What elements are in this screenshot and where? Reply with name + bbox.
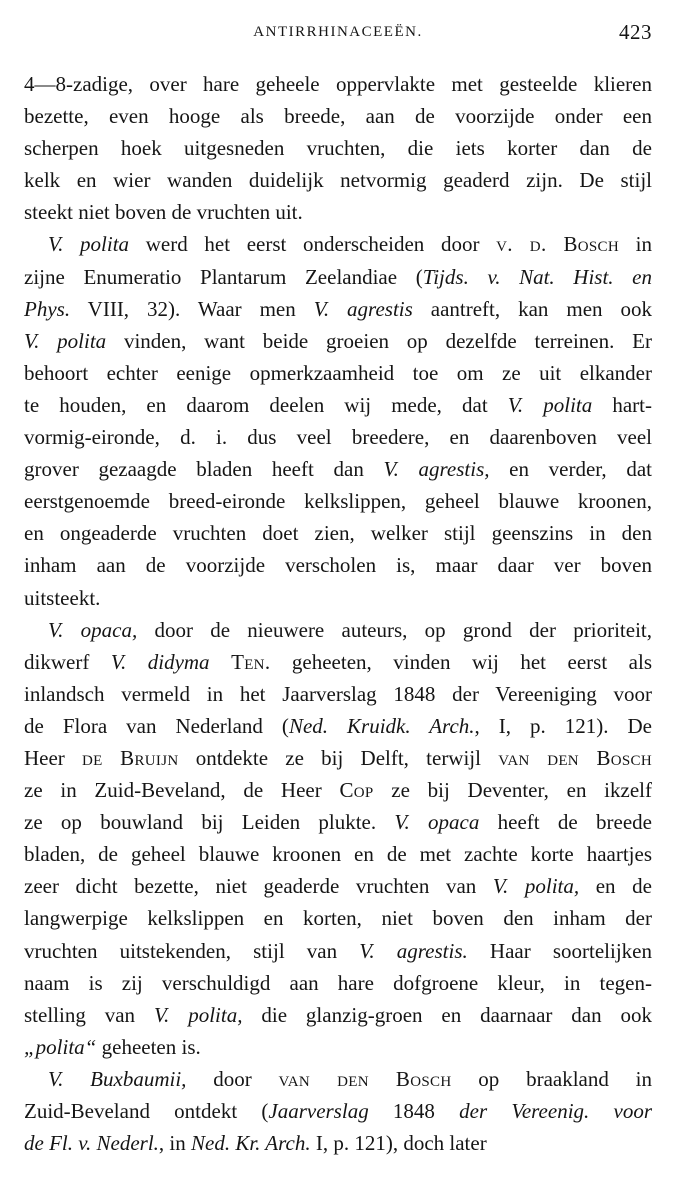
text-run: I, p. 121), doch later bbox=[310, 1131, 487, 1156]
text-run: aantreft, kan men ook bbox=[412, 296, 653, 321]
text-run: 4—8-zadige, over hare geheele oppervlakte met gesteelde klieren bbox=[24, 72, 652, 96]
text-run: langwerpige kelkslippen en korten, niet boven den inham der bbox=[24, 906, 652, 931]
text-run: die glanzig-groen en daarnaar dan ook bbox=[242, 1002, 653, 1027]
text-line bbox=[24, 421, 652, 453]
text-run: bladen, de geheel blauwe kroonen en de met zachte korte haartjes bbox=[24, 842, 652, 867]
text-line bbox=[24, 1127, 652, 1159]
italic-text: V. Buxbaumii, bbox=[48, 1066, 187, 1091]
text-run: , I, p. 121). De bbox=[474, 713, 652, 738]
text-run: zeer dicht bezette, niet geaderde vruchten van bbox=[24, 874, 493, 899]
text-run: door de nieuwere auteurs, op grond der prioriteit, bbox=[137, 617, 652, 642]
text-run: inham aan de voorzijde verscholen is, maar daar ver boven bbox=[24, 553, 652, 578]
italic-text: V. agrestis. bbox=[359, 938, 468, 963]
text-run: door bbox=[186, 1066, 279, 1091]
running-title: ANTIRRHINACEEËN. bbox=[253, 24, 423, 40]
italic-text: V. polita bbox=[507, 392, 593, 417]
italic-text: „polita“ bbox=[24, 1034, 97, 1059]
text-line bbox=[24, 453, 652, 485]
text-line bbox=[24, 1095, 652, 1127]
text-line bbox=[24, 132, 652, 164]
text-run: VIII, 32). Waar men bbox=[70, 296, 314, 321]
text-line bbox=[24, 389, 652, 421]
text-run: en ongeaderde vruchten doet zien, welker stijl geenszins in den bbox=[24, 521, 652, 546]
italic-text: V. polita, bbox=[153, 1002, 243, 1027]
text-line bbox=[24, 646, 652, 678]
italic-text: V. bbox=[48, 232, 81, 257]
paragraph bbox=[24, 614, 652, 1063]
small-caps-text: Ten. bbox=[231, 649, 271, 674]
small-caps-text: van den Bosch bbox=[498, 745, 652, 770]
text-run: hart- bbox=[592, 392, 652, 417]
text-run: naam is zij verschuldigd aan hare dofgroene kleur, in tegen- bbox=[24, 970, 652, 995]
text-line bbox=[24, 68, 652, 100]
italic-text: Tijds. v. Nat. Hist. en bbox=[422, 264, 653, 289]
text-line bbox=[24, 742, 652, 774]
text-run: ze op bouwland bij Leiden plukte. bbox=[24, 810, 395, 835]
text-line bbox=[24, 357, 652, 389]
italic-text: Phys. bbox=[24, 296, 71, 321]
text-line bbox=[24, 164, 652, 196]
text-line bbox=[24, 806, 652, 838]
text-run: Haar soortelijken bbox=[467, 938, 652, 963]
text-run: geheeten is. bbox=[96, 1034, 201, 1059]
italic-text: V. agrestis bbox=[313, 296, 413, 321]
text-run: werd het eerst onderscheiden door bbox=[129, 232, 497, 257]
text-run: grover gezaagde bladen heeft dan bbox=[24, 457, 384, 482]
text-line bbox=[24, 325, 652, 357]
text-line bbox=[24, 678, 652, 710]
text-line bbox=[24, 967, 652, 999]
page-number: 423 bbox=[619, 20, 652, 44]
italic-text: Jaarverslag bbox=[268, 1099, 369, 1123]
italic-text: der Vereenig. voor bbox=[459, 1099, 652, 1123]
text-line bbox=[24, 485, 652, 517]
text-run: vinden, want beide groeien op dezelfde terreinen. Er bbox=[106, 328, 652, 353]
text-run: ze bij Deventer, en ikzelf bbox=[373, 778, 652, 803]
italic-text: Ned. Kr. Arch. bbox=[191, 1131, 311, 1156]
text-run: en de bbox=[579, 874, 652, 899]
italic-text: Ned. Kruidk. Arch. bbox=[288, 713, 475, 738]
text-run: kelk en wier wanden duidelijk netvormig geaderd zijn. De stijl bbox=[24, 168, 652, 193]
text-run: stelling van bbox=[24, 1002, 154, 1027]
text-run: Zuid-Beveland ontdekt ( bbox=[24, 1099, 269, 1123]
text-line bbox=[24, 549, 652, 581]
text-run: zijne Enumeratio Plantarum Zeelandiae ( bbox=[24, 264, 423, 289]
text-line bbox=[24, 935, 652, 967]
text-line bbox=[24, 1063, 652, 1095]
text-run: inlandsch vermeld in het Jaarverslag 1848 der Vereeniging voor bbox=[24, 681, 652, 706]
paragraph bbox=[24, 228, 652, 613]
text-run bbox=[210, 650, 232, 674]
italic-text: de Fl. v. Nederl. bbox=[24, 1131, 159, 1156]
text-line bbox=[24, 774, 652, 806]
text-run: geheeten, vinden wij het eerst als bbox=[270, 649, 653, 674]
text-run: uitsteekt. bbox=[24, 585, 101, 610]
text-run: te houden, en daarom deelen wij mede, dat bbox=[24, 392, 508, 417]
text-run: ontdekte ze bij Delft, terwijl bbox=[178, 745, 499, 770]
text-line bbox=[24, 228, 652, 260]
text-line bbox=[24, 582, 652, 614]
text-run: steekt niet boven de vruchten uit. bbox=[24, 200, 303, 225]
italic-text: polita bbox=[80, 232, 130, 257]
small-caps-text: van den Bosch bbox=[278, 1066, 452, 1091]
text-line bbox=[24, 293, 652, 325]
text-run: scherpen hoek uitgesneden vruchten, die iets korter dan de bbox=[24, 136, 652, 161]
text-line bbox=[24, 517, 652, 549]
italic-text: V. opaca bbox=[394, 810, 480, 835]
text-line bbox=[24, 838, 652, 870]
text-line bbox=[24, 870, 652, 902]
text-line bbox=[24, 100, 652, 132]
paragraph bbox=[24, 68, 652, 228]
italic-text: V. opaca, bbox=[48, 617, 138, 642]
text-run: en verder, dat bbox=[489, 457, 652, 482]
text-run: Heer bbox=[24, 745, 83, 770]
text-run: ze in Zuid-Beveland, de Heer bbox=[24, 778, 340, 803]
text-run: eerstgenoemde breed-eironde kelkslippen, geheel blauwe kroonen, bbox=[24, 489, 652, 514]
text-line bbox=[24, 710, 652, 742]
text-run: heeft de breede bbox=[479, 810, 652, 835]
small-caps-text: v. d. Bosch bbox=[496, 232, 619, 257]
text-run: , in bbox=[158, 1131, 191, 1156]
text-run: op braakland in bbox=[451, 1066, 653, 1091]
text-run: de Flora van Nederland ( bbox=[24, 713, 289, 738]
text-line bbox=[24, 196, 652, 228]
text-line bbox=[24, 1031, 652, 1063]
text-run: vruchten uitstekenden, stijl van bbox=[24, 938, 360, 963]
italic-text: V. agrestis, bbox=[383, 457, 490, 482]
text-run: vormig-eironde, d. i. dus veel breedere, en daarenboven veel bbox=[24, 425, 652, 450]
text-line bbox=[24, 261, 652, 293]
running-head bbox=[24, 20, 652, 48]
paragraph bbox=[24, 1063, 652, 1159]
text-run: in bbox=[618, 232, 652, 257]
italic-text: V. polita, bbox=[492, 874, 580, 899]
small-caps-text: Cop bbox=[339, 778, 374, 803]
small-caps-text: de Bruijn bbox=[82, 745, 179, 770]
body-text bbox=[24, 68, 652, 1159]
text-run: bezette, even hooge als breede, aan de voorzijde onder een bbox=[24, 104, 652, 129]
text-line bbox=[24, 999, 652, 1031]
text-run: 1848 bbox=[368, 1099, 460, 1123]
text-run: dikwerf bbox=[24, 649, 111, 674]
italic-text: V. polita bbox=[24, 328, 107, 353]
text-line bbox=[24, 902, 652, 934]
text-run: behoort echter eenige opmerkzaamheid toe om ze uit elkander bbox=[24, 360, 652, 385]
italic-text: V. didyma bbox=[110, 649, 210, 674]
text-line bbox=[24, 614, 652, 646]
